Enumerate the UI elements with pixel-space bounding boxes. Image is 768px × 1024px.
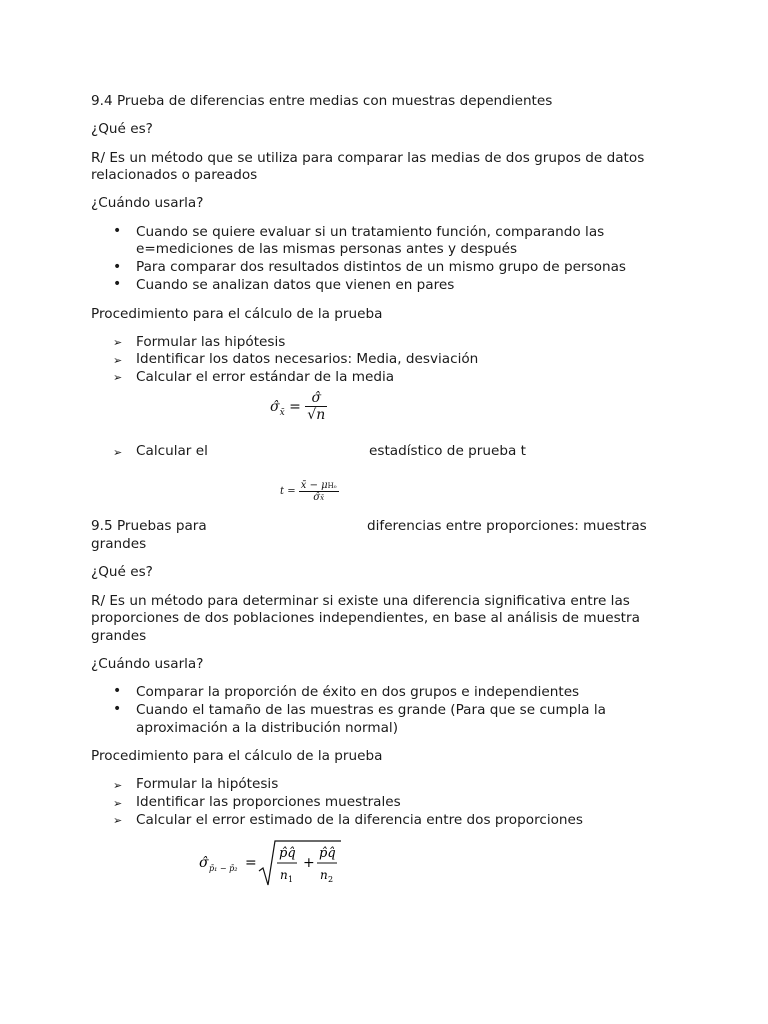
question-when: ¿Cuándo usarla? bbox=[91, 195, 204, 211]
list-item: Cuando se quiere evaluar si un tratamiento función, comparando las bbox=[136, 224, 605, 240]
svg-text:2: 2 bbox=[328, 875, 334, 884]
svg-text:1: 1 bbox=[288, 875, 294, 884]
section-heading-9-5: 9.5 Pruebas para bbox=[91, 518, 207, 534]
formula-proportion-difference-error bbox=[195, 835, 355, 890]
section-heading-line2: grandes bbox=[91, 536, 147, 552]
arrow-bullet-icon: ➢ bbox=[113, 354, 123, 367]
arrow-bullet-icon: ➢ bbox=[113, 371, 123, 384]
procedure-title: Procedimiento para el cálculo de la prueba bbox=[91, 748, 383, 764]
list-item: Comparar la proporción de éxito en dos grupos e independientes bbox=[136, 684, 580, 700]
svg-text:p̂q̂: p̂q̂ bbox=[319, 846, 336, 861]
list-item: Identificar los datos necesarios: Media, desviación bbox=[136, 351, 479, 367]
arrow-bullet-icon: ➢ bbox=[113, 336, 123, 349]
section-heading-continuation: diferencias entre proporciones: muestras bbox=[367, 518, 647, 534]
formula-t-statistic: t = $\frac{\text{x̄ − μH₀}}{\sigmâx̄}$ bbox=[280, 480, 337, 503]
bullet-icon: • bbox=[113, 701, 122, 717]
svg-text:p̂q̂: p̂q̂ bbox=[279, 846, 296, 861]
answer-line: grandes bbox=[91, 628, 147, 644]
list-item-continuation: estadístico de prueba t bbox=[369, 443, 526, 459]
bullet-icon: • bbox=[113, 223, 122, 239]
bullet-icon: • bbox=[113, 683, 122, 699]
answer-line: proporciones de dos poblaciones independientes, en base al análisis de muestra bbox=[91, 610, 640, 626]
svg-text:n: n bbox=[280, 868, 288, 882]
answer-line: R/ Es un método que se utiliza para comparar las medias de dos grupos de datos bbox=[91, 150, 645, 166]
question-what-is: ¿Qué es? bbox=[91, 121, 153, 137]
procedure-title: Procedimiento para el cálculo de la prueba bbox=[91, 306, 383, 322]
list-item: Formular la hipótesis bbox=[136, 776, 279, 792]
svg-text:=: = bbox=[245, 855, 257, 871]
arrow-bullet-icon: ➢ bbox=[113, 814, 123, 827]
section-heading-9-4: 9.4 Prueba de diferencias entre medias con muestras dependientes bbox=[91, 93, 553, 109]
list-item: Calcular el error estándar de la media bbox=[136, 369, 395, 385]
list-item: Identificar las proporciones muestrales bbox=[136, 794, 401, 810]
list-item: Calcular el bbox=[136, 443, 208, 459]
bullet-icon: • bbox=[113, 259, 122, 275]
list-item: aproximación a la distribución normal) bbox=[136, 720, 398, 736]
formula-standard-error: $\sigmâ_{x̄}$ = $\frac{\sigmâ}{√n}$ bbox=[270, 390, 326, 423]
arrow-bullet-icon: ➢ bbox=[113, 779, 123, 792]
answer-line: relacionados o pareados bbox=[91, 167, 258, 183]
svg-text:+: + bbox=[303, 855, 315, 871]
svg-text:n: n bbox=[320, 868, 328, 882]
list-item: Para comparar dos resultados distintos de un mismo grupo de personas bbox=[136, 259, 626, 275]
list-item: Calcular el error estimado de la diferencia entre dos proporciones bbox=[136, 812, 583, 828]
svg-text:p̄₁ − p̄₂: p̄₁ − p̄₂ bbox=[209, 864, 238, 873]
list-item: Cuando el tamaño de las muestras es grande (Para que se cumpla la bbox=[136, 702, 606, 718]
list-item: Formular las hipótesis bbox=[136, 334, 286, 350]
bullet-icon: • bbox=[113, 276, 122, 292]
list-item: Cuando se analizan datos que vienen en pares bbox=[136, 277, 455, 293]
answer-line: R/ Es un método para determinar si existe una diferencia significativa entre las bbox=[91, 593, 630, 609]
question-what-is: ¿Qué es? bbox=[91, 564, 153, 580]
svg-text:σ̂: σ̂ bbox=[199, 855, 209, 871]
question-when: ¿Cuándo usarla? bbox=[91, 656, 204, 672]
list-item: e=mediciones de las mismas personas antes y después bbox=[136, 241, 518, 257]
arrow-bullet-icon: ➢ bbox=[113, 797, 123, 810]
arrow-bullet-icon: ➢ bbox=[113, 446, 123, 459]
